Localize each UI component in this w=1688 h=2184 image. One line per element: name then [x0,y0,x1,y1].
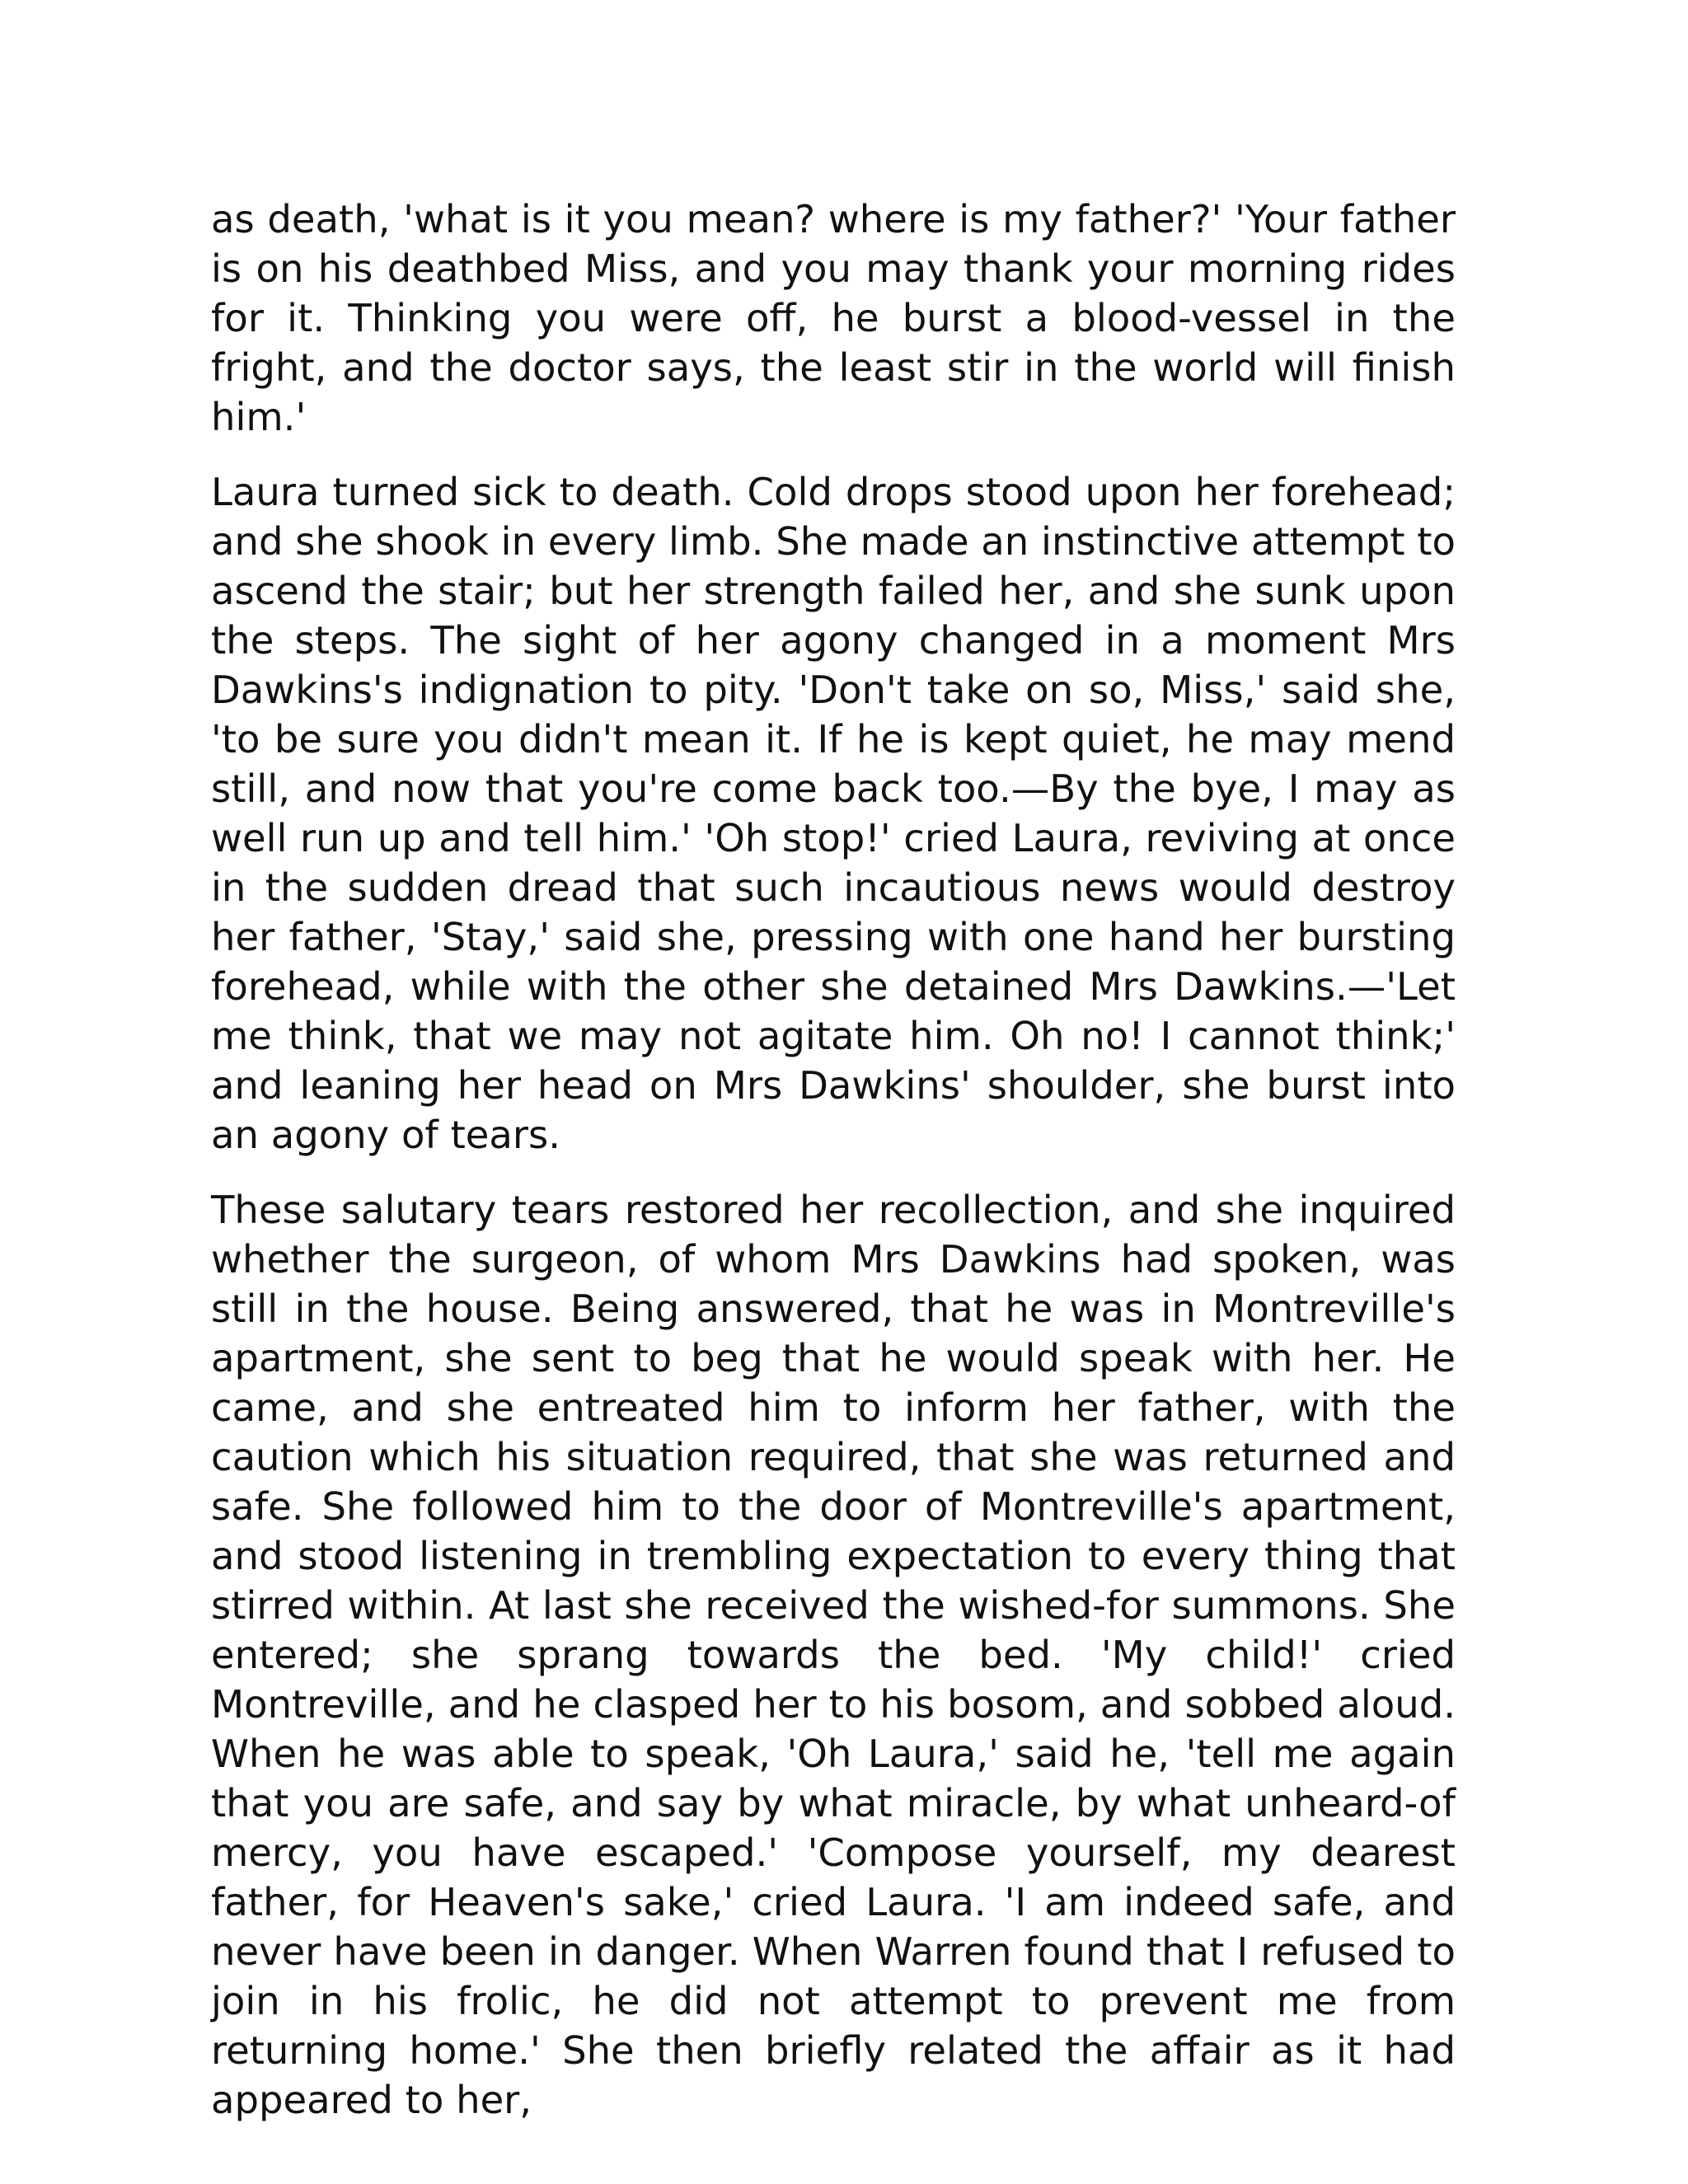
paragraph-2: Laura turned sick to death. Cold drops stood upon her forehead; and she shook in every limb. She made an instinctive attempt to ascend the stair; but her strength failed her, and she sunk upon the steps. The sight of her agony changed in a moment Mrs Dawkins's indignation to pity. 'Don't take on so, Miss,' said she, 'to be sure you didn't mean it. If he is kept quiet, he may mend still, and now that you're come back too.—By the bye, I may as well run up and tell him.' 'Oh stop!' cried Laura, reviving at once in the sudden dread that such incautious news would destroy her father, 'Stay,' said she, pressing with one hand her bursting forehead, while with the other she detained Mrs Dawkins.—'Let me think, that we may not agitate him. Oh no! I cannot think;' and leaning her head on Mrs Dawkins' shoulder, she burst into an agony of tears. [211,470,1456,1157]
page-text [211,194,1456,2150]
paragraph-3: These salutary tears restored her recollection, and she inquired whether the surgeon, of whom Mrs Dawkins had spoken, was still in the house. Being answered, that he was in Montreville's apartment, she sent to beg that he would speak with her. He came, and she entreated him to inform her father, with the caution which his situation required, that she was returned and safe. She followed him to the door of Montreville's apartment, and stood listening in trembling expectation to every thing that stirred within. At last she received the wished-for summons. She entered; she sprang towards the bed. 'My child!' cried Montreville, and he clasped her to his bosom, and sobbed aloud. When he was able to speak, 'Oh Laura,' said he, 'tell me again that you are safe, and say by what miracle, by what unheard-of mercy, you have escaped.' 'Compose yourself, my dearest father, for Heaven's sake,' cried Laura. 'I am indeed safe, and never have been in danger. When Warren found that I refused to join in his frolic, he did not attempt to prevent me from returning home.' She then briefly related the affair as it had appeared to her, [211,1188,1456,2122]
paragraph-1: as death, 'what is it you mean? where is my father?' 'Your father is on his deathbed Miss, and you may thank your morning rides for it. Thinking you were off, he burst a blood-vessel in the fright, and the doctor says, the least stir in the world will finish him.' [211,197,1456,439]
